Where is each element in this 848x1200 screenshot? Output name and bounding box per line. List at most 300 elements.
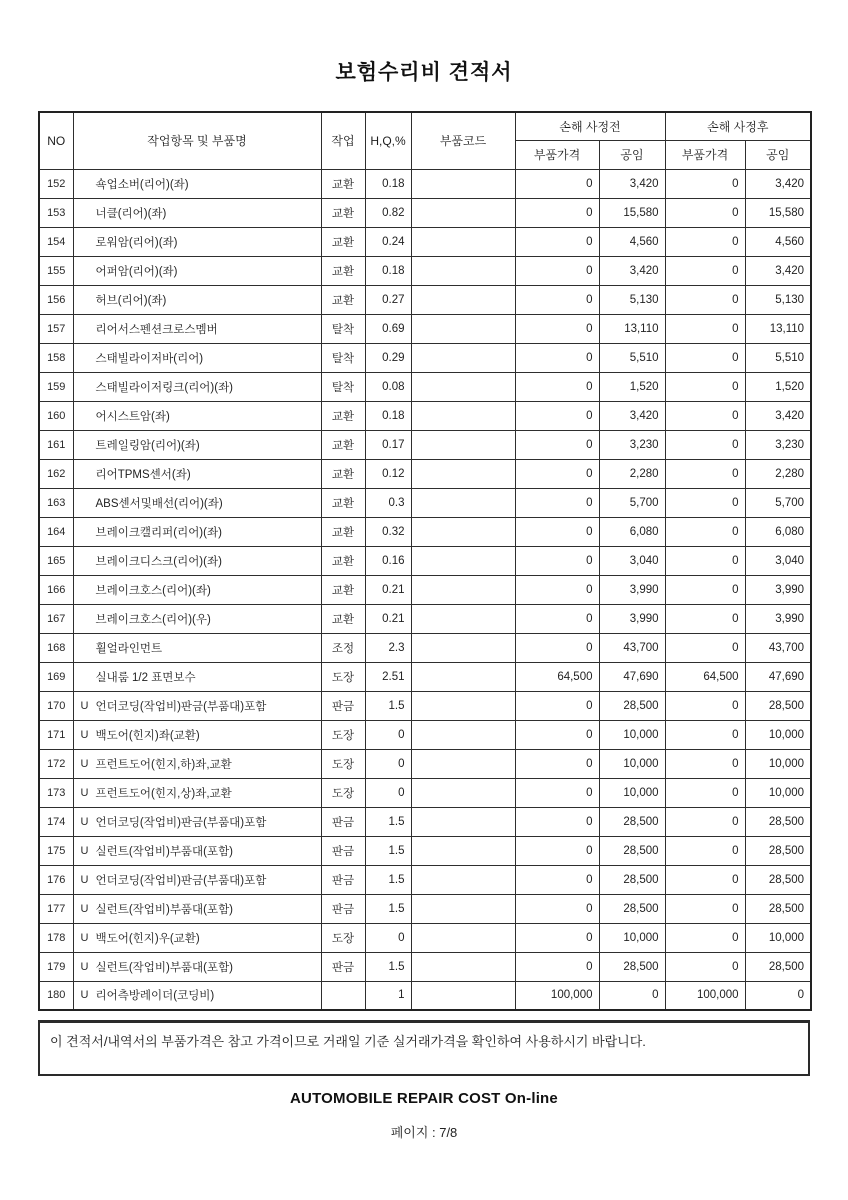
cell-item-name: 쇽업소버(리어)(좌) <box>95 178 189 191</box>
cell-work-type: 탈착 <box>321 372 365 401</box>
cell-item <box>73 575 321 604</box>
cell-work-type: 도장 <box>321 662 365 691</box>
cell-no: 165 <box>39 546 73 575</box>
cell-no: 160 <box>39 401 73 430</box>
table-row <box>39 720 811 749</box>
cell-labor-after: 43,700 <box>745 633 811 662</box>
cell-labor-after: 0 <box>745 981 811 1010</box>
cell-item-flag: U <box>80 815 89 828</box>
cell-part-code <box>411 720 515 749</box>
cell-item <box>73 807 321 836</box>
cell-item-flag: U <box>80 931 89 944</box>
cell-part-price-before: 0 <box>515 778 599 807</box>
cell-labor-before: 6,080 <box>599 517 665 546</box>
cell-labor-before: 28,500 <box>599 807 665 836</box>
cell-part-code <box>411 430 515 459</box>
cell-hq-percent: 0.32 <box>365 517 411 546</box>
cell-item <box>73 314 321 343</box>
cell-part-price-after: 0 <box>665 169 745 198</box>
cell-item-name: 리어TPMS센서(좌) <box>95 468 191 481</box>
page-title: 보험수리비 견적서 <box>335 61 513 84</box>
cell-no: 169 <box>39 662 73 691</box>
cell-work-type: 교환 <box>321 430 365 459</box>
cell-part-price-after: 0 <box>665 749 745 778</box>
cell-item-name: 어시스트암(좌) <box>95 410 170 423</box>
cell-part-price-after: 0 <box>665 923 745 952</box>
cell-item <box>73 662 321 691</box>
cell-part-price-after: 0 <box>665 604 745 633</box>
cell-labor-before: 3,420 <box>599 169 665 198</box>
cell-no: 158 <box>39 343 73 372</box>
cell-hq-percent: 1 <box>365 981 411 1010</box>
cell-part-price-before: 0 <box>515 633 599 662</box>
cell-no: 162 <box>39 459 73 488</box>
cell-part-code <box>411 546 515 575</box>
cell-no: 159 <box>39 372 73 401</box>
cell-work-type: 교환 <box>321 517 365 546</box>
cell-labor-after: 3,040 <box>745 546 811 575</box>
cell-part-price-before: 0 <box>515 720 599 749</box>
cell-hq-percent: 0.82 <box>365 198 411 227</box>
cell-item <box>73 952 321 981</box>
cell-part-code <box>411 256 515 285</box>
cell-work-type: 교환 <box>321 546 365 575</box>
table-row <box>39 343 811 372</box>
cell-item-name: 언더코딩(작업비)판금(부품대)포함 <box>95 700 267 713</box>
cell-work-type: 판금 <box>321 952 365 981</box>
cell-no: 163 <box>39 488 73 517</box>
cell-work-type <box>321 981 365 1010</box>
cell-part-code <box>411 488 515 517</box>
cell-item-flag: U <box>80 873 89 886</box>
cell-part-code <box>411 662 515 691</box>
cell-item <box>73 923 321 952</box>
cell-no: 174 <box>39 807 73 836</box>
cell-hq-percent: 0 <box>365 720 411 749</box>
cell-item-name: 리어서스펜션크로스멤버 <box>95 323 218 336</box>
table-row <box>39 227 811 256</box>
cell-work-type: 교환 <box>321 169 365 198</box>
column-group-before-assessment: 손해 사정전 <box>515 112 665 140</box>
cell-work-type: 교환 <box>321 459 365 488</box>
cell-hq-percent: 1.5 <box>365 691 411 720</box>
cell-item-name: 브레이크호스(리어)(좌) <box>95 584 211 597</box>
cell-part-price-after: 0 <box>665 401 745 430</box>
cell-item <box>73 546 321 575</box>
cell-labor-before: 5,700 <box>599 488 665 517</box>
cell-part-code <box>411 778 515 807</box>
cell-labor-after: 5,510 <box>745 343 811 372</box>
cell-part-price-after: 0 <box>665 517 745 546</box>
cell-item-flag: U <box>80 786 89 799</box>
column-header-part-price-before: 부품가격 <box>515 140 599 169</box>
cell-hq-percent: 0.21 <box>365 575 411 604</box>
cell-item-flag: U <box>80 960 89 973</box>
cell-part-price-before: 0 <box>515 575 599 604</box>
cell-part-price-before: 0 <box>515 894 599 923</box>
cell-part-price-before: 0 <box>515 169 599 198</box>
cell-item <box>73 256 321 285</box>
cell-labor-after: 6,080 <box>745 517 811 546</box>
cell-item-name: 실런트(작업비)부품대(포함) <box>95 961 234 974</box>
cell-part-price-after: 64,500 <box>665 662 745 691</box>
cell-item <box>73 372 321 401</box>
cell-labor-before: 4,560 <box>599 227 665 256</box>
table-row <box>39 807 811 836</box>
table-row <box>39 952 811 981</box>
table-row <box>39 865 811 894</box>
cell-part-code <box>411 981 515 1010</box>
repair-estimate-table <box>38 111 812 1011</box>
table-row <box>39 836 811 865</box>
cell-item <box>73 720 321 749</box>
cell-no: 166 <box>39 575 73 604</box>
cell-labor-after: 4,560 <box>745 227 811 256</box>
cell-part-code <box>411 169 515 198</box>
disclaimer-note-box <box>38 1020 810 1076</box>
cell-part-code <box>411 894 515 923</box>
cell-part-price-before: 0 <box>515 459 599 488</box>
cell-part-price-before: 0 <box>515 749 599 778</box>
cell-part-code <box>411 517 515 546</box>
table-row <box>39 459 811 488</box>
cell-hq-percent: 0.08 <box>365 372 411 401</box>
cell-item-name: 스태빌라이저바(리어) <box>95 352 204 365</box>
cell-part-code <box>411 459 515 488</box>
table-row <box>39 401 811 430</box>
table-row <box>39 633 811 662</box>
cell-item <box>73 865 321 894</box>
cell-item <box>73 604 321 633</box>
cell-item <box>73 285 321 314</box>
cell-labor-after: 28,500 <box>745 836 811 865</box>
cell-hq-percent: 0.3 <box>365 488 411 517</box>
cell-labor-before: 28,500 <box>599 894 665 923</box>
cell-part-price-after: 0 <box>665 778 745 807</box>
cell-no: 176 <box>39 865 73 894</box>
cell-item-flag: U <box>80 728 89 741</box>
cell-hq-percent: 0.18 <box>365 169 411 198</box>
cell-work-type: 교환 <box>321 401 365 430</box>
cell-no: 168 <box>39 633 73 662</box>
cell-item-name: 언더코딩(작업비)판금(부품대)포함 <box>95 816 267 829</box>
cell-part-code <box>411 604 515 633</box>
cell-item-name: 실내룸 1/2 표면보수 <box>95 671 196 684</box>
cell-labor-before: 15,580 <box>599 198 665 227</box>
column-header-hq: H,Q,% <box>365 112 411 169</box>
cell-work-type: 도장 <box>321 720 365 749</box>
cell-work-type: 탈착 <box>321 343 365 372</box>
cell-part-price-after: 0 <box>665 256 745 285</box>
cell-part-price-after: 0 <box>665 836 745 865</box>
cell-labor-after: 28,500 <box>745 691 811 720</box>
cell-part-code <box>411 285 515 314</box>
cell-part-code <box>411 749 515 778</box>
cell-no: 180 <box>39 981 73 1010</box>
cell-item-name: 프런트도어(힌지,하)좌,교환 <box>95 758 232 771</box>
disclaimer-note-text: 이 견적서/내역서의 부품가격은 참고 가격이므로 거래일 기준 실거래가격을 확인하여 사용하시기 바랍니다. <box>50 1034 646 1049</box>
cell-hq-percent: 0.12 <box>365 459 411 488</box>
cell-labor-before: 2,280 <box>599 459 665 488</box>
cell-work-type: 판금 <box>321 865 365 894</box>
cell-work-type: 도장 <box>321 923 365 952</box>
cell-item-name: 리어측방레이더(코딩비) <box>95 990 215 1003</box>
cell-hq-percent: 0.17 <box>365 430 411 459</box>
cell-part-code <box>411 314 515 343</box>
cell-no: 172 <box>39 749 73 778</box>
cell-labor-before: 43,700 <box>599 633 665 662</box>
cell-hq-percent: 0.24 <box>365 227 411 256</box>
cell-item-name: 언더코딩(작업비)판금(부품대)포함 <box>95 874 267 887</box>
cell-item-name: 브레이크캘리퍼(리어)(좌) <box>95 526 222 539</box>
cell-labor-after: 28,500 <box>745 894 811 923</box>
cell-labor-before: 10,000 <box>599 923 665 952</box>
cell-no: 177 <box>39 894 73 923</box>
column-header-item: 작업항목 및 부품명 <box>73 112 321 169</box>
table-row <box>39 778 811 807</box>
cell-work-type: 도장 <box>321 749 365 778</box>
cell-item <box>73 488 321 517</box>
cell-labor-before: 3,420 <box>599 256 665 285</box>
cell-part-price-before: 0 <box>515 952 599 981</box>
cell-part-price-after: 0 <box>665 459 745 488</box>
cell-no: 178 <box>39 923 73 952</box>
cell-hq-percent: 1.5 <box>365 865 411 894</box>
cell-item <box>73 459 321 488</box>
cell-item-name: 실런트(작업비)부품대(포함) <box>95 845 234 858</box>
cell-part-price-after: 100,000 <box>665 981 745 1010</box>
cell-labor-before: 3,990 <box>599 604 665 633</box>
cell-work-type: 판금 <box>321 836 365 865</box>
cell-labor-before: 28,500 <box>599 865 665 894</box>
table-row <box>39 430 811 459</box>
cell-labor-after: 3,990 <box>745 604 811 633</box>
table-row <box>39 691 811 720</box>
cell-work-type: 교환 <box>321 198 365 227</box>
cell-no: 167 <box>39 604 73 633</box>
column-header-no: NO <box>39 112 73 169</box>
cell-part-code <box>411 227 515 256</box>
cell-work-type: 판금 <box>321 807 365 836</box>
cell-part-price-after: 0 <box>665 894 745 923</box>
cell-hq-percent: 1.5 <box>365 807 411 836</box>
cell-item-name: 로워암(리어)(좌) <box>95 236 178 249</box>
cell-work-type: 탈착 <box>321 314 365 343</box>
cell-labor-after: 28,500 <box>745 865 811 894</box>
cell-labor-before: 10,000 <box>599 720 665 749</box>
table-row <box>39 488 811 517</box>
column-group-after-assessment: 손해 사정후 <box>665 112 811 140</box>
cell-item-flag: U <box>80 844 89 857</box>
cell-labor-before: 28,500 <box>599 952 665 981</box>
cell-item <box>73 343 321 372</box>
cell-item <box>73 430 321 459</box>
cell-hq-percent: 0.16 <box>365 546 411 575</box>
cell-work-type: 교환 <box>321 488 365 517</box>
cell-work-type: 도장 <box>321 778 365 807</box>
cell-part-price-before: 0 <box>515 488 599 517</box>
estimate-table-body <box>39 169 811 1010</box>
cell-labor-before: 13,110 <box>599 314 665 343</box>
cell-hq-percent: 0.21 <box>365 604 411 633</box>
cell-hq-percent: 0 <box>365 923 411 952</box>
table-row <box>39 546 811 575</box>
table-row <box>39 256 811 285</box>
cell-item <box>73 836 321 865</box>
cell-work-type: 조정 <box>321 633 365 662</box>
cell-labor-after: 5,700 <box>745 488 811 517</box>
cell-item-name: ABS센서및배선(리어)(좌) <box>95 497 223 510</box>
cell-item <box>73 691 321 720</box>
cell-part-price-before: 0 <box>515 807 599 836</box>
table-row <box>39 894 811 923</box>
cell-hq-percent: 0.18 <box>365 256 411 285</box>
cell-item <box>73 401 321 430</box>
column-header-part-code: 부품코드 <box>411 112 515 169</box>
cell-item-flag: U <box>80 699 89 712</box>
cell-part-code <box>411 633 515 662</box>
cell-part-price-after: 0 <box>665 227 745 256</box>
cell-item <box>73 749 321 778</box>
cell-labor-before: 3,040 <box>599 546 665 575</box>
cell-item-name: 실런트(작업비)부품대(포함) <box>95 903 234 916</box>
cell-labor-before: 0 <box>599 981 665 1010</box>
cell-no: 171 <box>39 720 73 749</box>
cell-work-type: 교환 <box>321 227 365 256</box>
column-header-labor-before: 공임 <box>599 140 665 169</box>
cell-labor-after: 10,000 <box>745 749 811 778</box>
cell-hq-percent: 0.29 <box>365 343 411 372</box>
table-row <box>39 575 811 604</box>
cell-labor-before: 3,230 <box>599 430 665 459</box>
cell-labor-before: 28,500 <box>599 691 665 720</box>
cell-item-name: 스태빌라이저링크(리어)(좌) <box>95 381 234 394</box>
cell-item-name: 어퍼암(리어)(좌) <box>95 265 178 278</box>
cell-hq-percent: 2.51 <box>365 662 411 691</box>
cell-work-type: 판금 <box>321 691 365 720</box>
cell-labor-after: 3,420 <box>745 256 811 285</box>
cell-labor-before: 28,500 <box>599 836 665 865</box>
cell-part-price-after: 0 <box>665 720 745 749</box>
cell-part-code <box>411 372 515 401</box>
cell-part-code <box>411 836 515 865</box>
cell-work-type: 교환 <box>321 604 365 633</box>
cell-part-price-before: 0 <box>515 343 599 372</box>
cell-part-code <box>411 865 515 894</box>
cell-hq-percent: 0.69 <box>365 314 411 343</box>
cell-part-code <box>411 343 515 372</box>
cell-item-flag: U <box>80 902 89 915</box>
cell-labor-after: 10,000 <box>745 778 811 807</box>
cell-item-name: 백도어(힌지)좌(교환) <box>95 729 200 742</box>
cell-part-price-before: 100,000 <box>515 981 599 1010</box>
cell-part-price-after: 0 <box>665 807 745 836</box>
cell-part-code <box>411 807 515 836</box>
cell-labor-after: 15,580 <box>745 198 811 227</box>
cell-part-price-after: 0 <box>665 343 745 372</box>
cell-item-name: 프런트도어(힌지,상)좌,교환 <box>95 787 232 800</box>
cell-part-price-before: 0 <box>515 314 599 343</box>
cell-labor-after: 3,420 <box>745 169 811 198</box>
cell-labor-before: 10,000 <box>599 749 665 778</box>
cell-labor-after: 13,110 <box>745 314 811 343</box>
table-row <box>39 604 811 633</box>
cell-part-price-before: 0 <box>515 256 599 285</box>
cell-part-price-after: 0 <box>665 285 745 314</box>
cell-labor-after: 28,500 <box>745 807 811 836</box>
cell-labor-after: 3,990 <box>745 575 811 604</box>
cell-no: 157 <box>39 314 73 343</box>
cell-part-price-after: 0 <box>665 952 745 981</box>
cell-item-name: 트레일링암(리어)(좌) <box>95 439 200 452</box>
cell-part-price-after: 0 <box>665 865 745 894</box>
cell-part-price-after: 0 <box>665 546 745 575</box>
cell-part-code <box>411 691 515 720</box>
cell-no: 153 <box>39 198 73 227</box>
cell-part-price-after: 0 <box>665 488 745 517</box>
cell-hq-percent: 2.3 <box>365 633 411 662</box>
cell-no: 156 <box>39 285 73 314</box>
cell-part-price-before: 0 <box>515 198 599 227</box>
cell-part-price-before: 0 <box>515 865 599 894</box>
cell-work-type: 교환 <box>321 256 365 285</box>
cell-work-type: 판금 <box>321 894 365 923</box>
cell-part-price-before: 0 <box>515 604 599 633</box>
cell-part-price-before: 64,500 <box>515 662 599 691</box>
cell-part-price-before: 0 <box>515 517 599 546</box>
cell-hq-percent: 0.18 <box>365 401 411 430</box>
cell-labor-after: 28,500 <box>745 952 811 981</box>
cell-no: 164 <box>39 517 73 546</box>
cell-labor-after: 3,230 <box>745 430 811 459</box>
table-row <box>39 169 811 198</box>
cell-no: 175 <box>39 836 73 865</box>
table-row <box>39 662 811 691</box>
cell-labor-before: 47,690 <box>599 662 665 691</box>
cell-labor-before: 1,520 <box>599 372 665 401</box>
cell-part-price-before: 0 <box>515 227 599 256</box>
cell-part-price-before: 0 <box>515 285 599 314</box>
cell-item <box>73 633 321 662</box>
footer-brand-text: AUTOMOBILE REPAIR COST On-line <box>290 1090 558 1107</box>
cell-item-flag: U <box>80 757 89 770</box>
cell-labor-after: 10,000 <box>745 720 811 749</box>
cell-item <box>73 169 321 198</box>
cell-item <box>73 517 321 546</box>
cell-labor-after: 10,000 <box>745 923 811 952</box>
cell-part-price-before: 0 <box>515 923 599 952</box>
cell-hq-percent: 0.27 <box>365 285 411 314</box>
cell-part-price-before: 0 <box>515 691 599 720</box>
cell-part-price-before: 0 <box>515 836 599 865</box>
cell-item <box>73 227 321 256</box>
cell-work-type: 교환 <box>321 575 365 604</box>
table-row <box>39 923 811 952</box>
cell-no: 152 <box>39 169 73 198</box>
cell-no: 161 <box>39 430 73 459</box>
cell-labor-before: 3,420 <box>599 401 665 430</box>
cell-item-name: 휠얼라인먼트 <box>95 642 163 655</box>
cell-labor-after: 3,420 <box>745 401 811 430</box>
table-row <box>39 517 811 546</box>
cell-no: 170 <box>39 691 73 720</box>
cell-labor-after: 5,130 <box>745 285 811 314</box>
cell-item <box>73 778 321 807</box>
cell-part-price-before: 0 <box>515 546 599 575</box>
cell-hq-percent: 1.5 <box>365 894 411 923</box>
cell-item-name: 브레이크호스(리어)(우) <box>95 613 211 626</box>
cell-item <box>73 198 321 227</box>
